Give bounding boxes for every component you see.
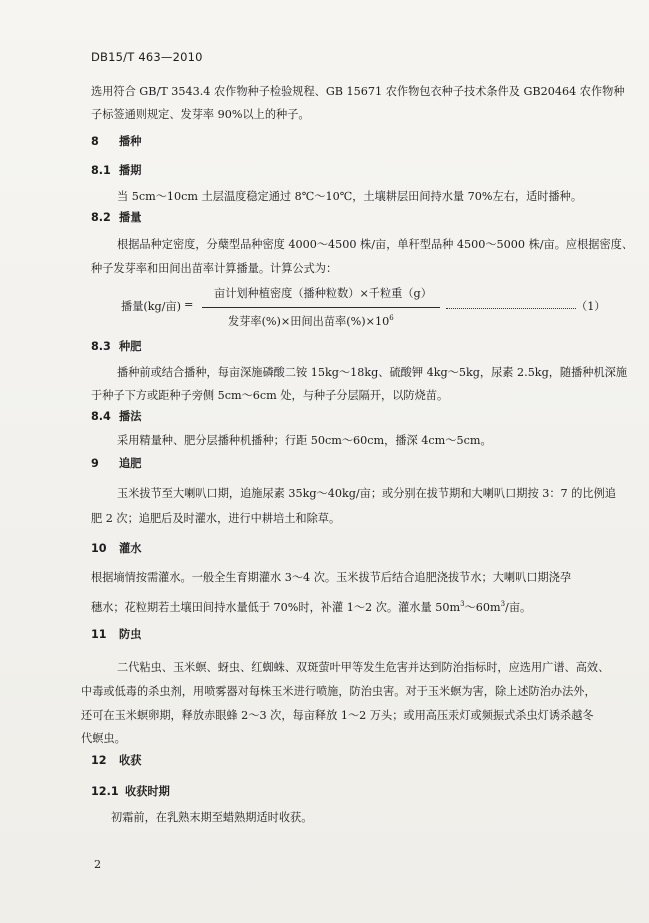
section-number: 11 (91, 628, 107, 641)
section-8-3-heading (91, 338, 141, 356)
section-8-4-line-1: 采用精量种、肥分层播种机播种；行距 50cm～60cm，播深 4cm～5cm。 (117, 434, 492, 447)
denominator-exponent: 6 (389, 314, 394, 322)
section-number: 10 (91, 542, 107, 555)
section-8-2-line-2: 种子发芽率和田间出苗率计算播量。计算公式为： (91, 262, 338, 275)
section-8-2-heading (91, 209, 141, 227)
section-title: 播种 (119, 135, 142, 148)
formula-denominator (228, 313, 394, 329)
section-8-2-line-1: 根据品种定密度，分蘖型品种密度 4000～4500 株/亩，单秆型品种 4500～5000 株/亩。应根据密度、 (117, 238, 634, 251)
formula-numerator: 亩计划种植密度（播种粒数）×千粒重（g） (214, 287, 432, 300)
section-8-heading (91, 133, 141, 151)
intro-line-2: 子标签通则规定、发芽率 90%以上的种子。 (91, 108, 310, 121)
section-title: 收获时期 (125, 785, 170, 798)
section-number: 9 (91, 457, 99, 470)
section-8-1-line-1: 当 5cm～10cm 土层温度稳定通过 8℃～10℃，土壤耕层田间持水量 70%左右，适时播种。 (117, 190, 583, 203)
denominator-text: 发芽率(%)×田间出苗率(%)×10 (228, 315, 390, 328)
section-title: 播期 (119, 164, 142, 177)
section-title: 收获 (119, 754, 142, 767)
fraction-bar (202, 307, 440, 308)
section-10-heading (91, 540, 141, 558)
section-9-line-1: 玉米拔节至大喇叭口期，追施尿素 35kg～40kg/亩；或分别在拔节期和大喇叭口期按 3：7 的比例追 (117, 487, 616, 500)
equation-number: （1） (576, 300, 606, 313)
formula-equals: = (184, 298, 194, 311)
standard-number: DB15/T 463—2010 (91, 50, 203, 64)
section-9-heading (91, 455, 141, 473)
section-title: 播量 (119, 211, 142, 224)
section-10-line-2: 穗水；花粒期若土壤田间持水量低于 70%时，补灌 1～2 次。灌水量 $50m^3\sim 60m^3/$亩。 (91, 600, 532, 614)
section-11-line-1: 二代粘虫、玉米螟、蚜虫、红蜘蛛、双斑萤叶甲等发生危害并达到防治指标时，应选用广谱、高效、 (117, 661, 610, 674)
section-11-line-2: 中毒或低毒的杀虫剂，用喷雾器对每株玉米进行喷施，防治虫害。对于玉米螟为害，除上述防治办法外， (81, 685, 596, 698)
section-11-line-3: 还可在玉米螟卵期，释放赤眼蜂 2～3 次，每亩释放 1～2 万头；或用高压汞灯或频振式杀虫灯诱杀越冬 (81, 709, 594, 722)
section-10-line-1: 根据墒情按需灌水。一般全生育期灌水 3～4 次。玉米拔节后结合追肥浇拔节水；大喇叭口期浇孕 (91, 571, 572, 584)
section-number: 12 (91, 754, 107, 767)
section-number: 8.3 (91, 340, 111, 353)
section-title: 防虫 (119, 628, 142, 641)
section-number: 8.2 (91, 211, 111, 224)
section-12-1-line-1: 初霜前，在乳熟末期至蜡熟期适时收获。 (111, 811, 313, 824)
section-title: 种肥 (119, 340, 142, 353)
section-number: 8.1 (91, 164, 111, 177)
leader-dots (446, 302, 576, 309)
section-title: 追肥 (119, 457, 142, 470)
section-8-1-heading (91, 162, 141, 180)
section-8-3-line-1: 播种前或结合播种，每亩深施磷酸二铵 15kg～18kg、硫酸钾 4kg～5kg，尿素 2.5kg，随播种机深施 (117, 366, 628, 379)
section-8-3-line-2: 于种子下方或距种子旁侧 5cm～6cm 处，与种子分层隔开，以防烧苗。 (91, 389, 449, 402)
section-9-line-2: 肥 2 次；追肥后及时灌水，进行中耕培土和除草。 (91, 512, 341, 525)
section-11-heading (91, 626, 141, 644)
section-12-heading (91, 752, 141, 770)
section-number: 12.1 (91, 785, 119, 798)
formula-lhs: 播量(kg/亩) (121, 300, 182, 313)
section-title: 播法 (119, 410, 142, 423)
section-number: 8 (91, 135, 99, 148)
intro-line-1: 选用符合 GB/T 3543.4 农作物种子检验规程、GB 15671 农作物包衣种子技术条件及 GB20464 农作物种 (91, 85, 625, 98)
section-8-4-heading (91, 408, 141, 426)
section-11-line-4: 代螟虫。 (81, 732, 126, 745)
section-title: 灌水 (119, 542, 142, 555)
section-12-1-heading (91, 783, 170, 801)
page-number: 2 (94, 858, 102, 871)
section-number: 8.4 (91, 410, 111, 423)
